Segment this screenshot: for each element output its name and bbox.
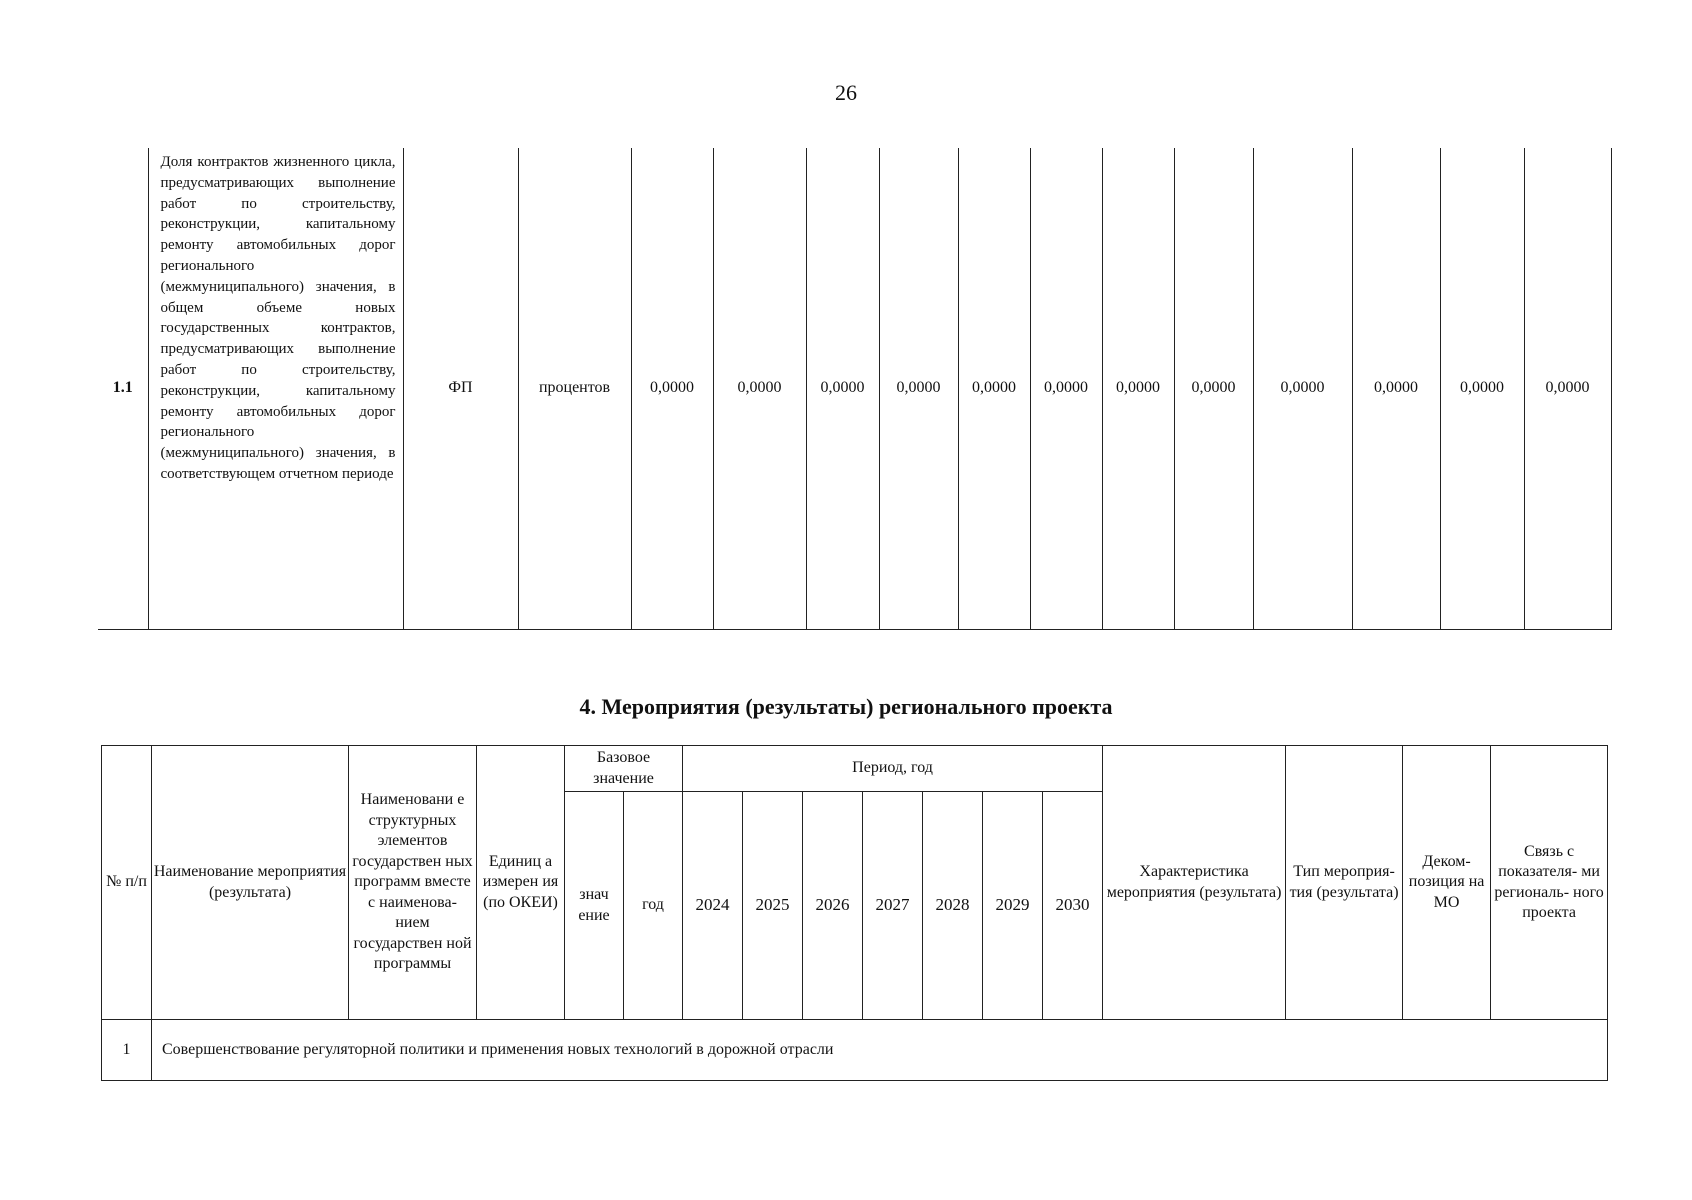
header-structural-elements: Наименовани е структурных элементов государствен ных программ вместе с наименова- нием государствен ной программы	[349, 746, 477, 1020]
header-characteristic: Характеристика мероприятия (результата)	[1103, 746, 1286, 1020]
indicator-value: 0,0000	[631, 148, 713, 629]
header-type: Тип мероприя- тия (результата)	[1286, 746, 1403, 1020]
indicators-table	[98, 148, 1612, 630]
indicator-value: 0,0000	[879, 148, 958, 629]
indicator-unit: процентов	[518, 148, 631, 629]
header-base-value-value: знач ение	[565, 792, 624, 1020]
indicator-value: 0,0000	[713, 148, 806, 629]
indicator-value: 0,0000	[1352, 148, 1440, 629]
indicator-value: 0,0000	[806, 148, 879, 629]
event-number: 1	[102, 1020, 152, 1081]
indicator-value: 0,0000	[958, 148, 1030, 629]
indicator-value: 0,0000	[1102, 148, 1174, 629]
indicator-value: 0,0000	[1253, 148, 1352, 629]
indicator-value: 0,0000	[1174, 148, 1253, 629]
header-base-value: Базовое значение	[565, 746, 683, 792]
header-period: Период, год	[683, 746, 1103, 792]
header-decomposition: Деком- позиция на МО	[1403, 746, 1491, 1020]
header-year: 2030	[1043, 792, 1103, 1020]
indicator-value: 0,0000	[1524, 148, 1611, 629]
table-row	[102, 1020, 1608, 1081]
header-base-value-year: год	[624, 792, 683, 1020]
indicator-number: 1.1	[98, 148, 148, 629]
section-title: 4. Мероприятия (результаты) регионального проекта	[579, 694, 1113, 719]
indicator-description: Доля контрактов жизненного цикла, предусматривающих выполнение работ по строительству, реконструкции, капитальному ремонту автомобильных дорог регионального (межмуниципального) значения, в общем объеме новых государственных контрактов, предусматривающих выполнение работ по строительству, реконструкции, капитальному ремонту автомобильных дорог регионального (межмуниципального) значения, в соответствующем отчетном периоде	[148, 148, 403, 629]
events-table	[101, 745, 1608, 1081]
indicator-value: 0,0000	[1030, 148, 1102, 629]
indicator-value: 0,0000	[1440, 148, 1524, 629]
header-row	[102, 746, 1608, 792]
header-name: Наименование мероприятия (результата)	[152, 746, 349, 1020]
header-num: № п/п	[102, 746, 152, 1020]
header-unit: Единиц а измерен ия (по ОКЕИ)	[477, 746, 565, 1020]
page-number: 26	[835, 80, 857, 105]
table-row	[98, 148, 1611, 629]
header-link: Связь с показателя- ми региональ- ного проекта	[1491, 746, 1608, 1020]
header-year: 2026	[803, 792, 863, 1020]
header-year: 2025	[743, 792, 803, 1020]
header-year: 2028	[923, 792, 983, 1020]
header-year: 2024	[683, 792, 743, 1020]
header-year: 2027	[863, 792, 923, 1020]
header-year: 2029	[983, 792, 1043, 1020]
event-task-title: Совершенствование регуляторной политики и применения новых технологий в дорожной отрасли	[152, 1020, 1608, 1081]
indicator-level: ФП	[403, 148, 518, 629]
